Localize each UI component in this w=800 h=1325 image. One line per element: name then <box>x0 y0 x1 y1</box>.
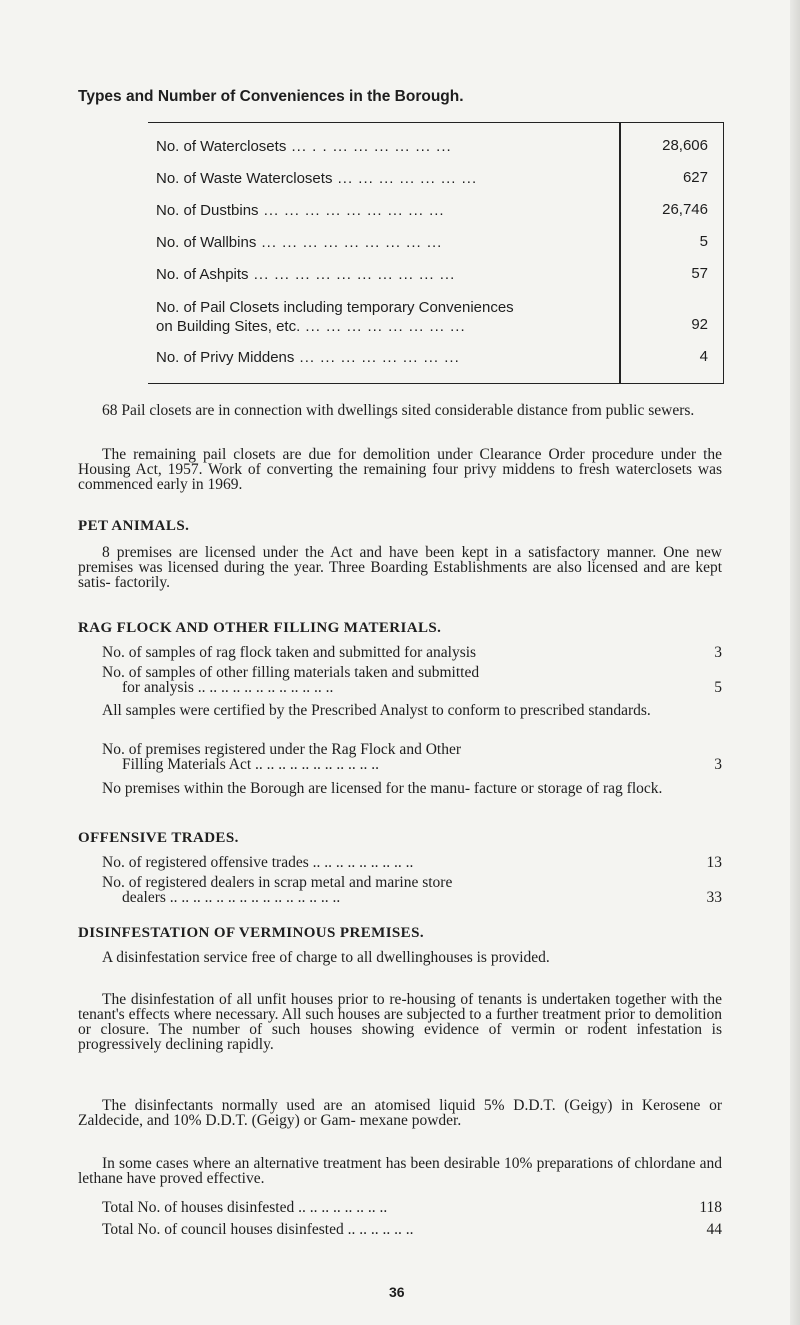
list-item: Total No. of houses disinfested .. .. .. .. .. .. .. .. 118 <box>102 1199 722 1216</box>
conveniences-table: No. of Waterclosets ... . . ... ... ... ... ... ... 28,606 No. of Waste Waterclosets ... ... ... ... ... ... ... 627 No. of Dustbins ... ... ... ... ... ... ... ... ... 26,746 No. of Wallbins ... ... ... ... ... ... ... ... ... 5 No. of Ashpits ... ... ... ... ... ... ... ... ... ... 57 No. of Pail Closets including temporary Conveniences on Building Sites, etc. ... ... ... ... ... ... ... ... 92 No. of Privy Middens ... ... ... ... ... ... ... ... 4 <box>148 122 724 384</box>
paragraph: The remaining pail closets are due for demolition under Clearance Order procedure under the Housing Act, 1957. Work of converting the remaining four privy middens to fresh waterclosets was commenced early in 1969. <box>78 446 722 493</box>
list-item: No. of samples of rag flock taken and submitted for analysis 3 <box>102 644 722 661</box>
section-heading: OFFENSIVE TRADES. <box>78 830 239 846</box>
item-value: 33 <box>706 889 722 906</box>
list-item: No. of premises registered under the Rag Flock and Other Filling Materials Act .. .. .. .. .. .. .. .. .. .. .. 3 <box>102 741 722 773</box>
paragraph: In some cases where an alternative treatment has been desirable 10% preparations of chlordane and lethane have proved effective. <box>78 1155 722 1187</box>
item-value: 5 <box>714 679 722 696</box>
paragraph: The disinfectants normally used are an atomised liquid 5% D.D.T. (Geigy) in Kerosene or Zaldecide, and 10% D.D.T. (Geigy) or Gam- mexane powder. <box>78 1097 722 1129</box>
paragraph: The disinfestation of all unfit houses prior to re-housing of tenants is undertaken together with the tenant's effects where necessary. All such houses are subjected to a further treatment prior to demolition or closure. The number of such houses showing evidence of vermin or rodent infestation is progressively declining rapidly. <box>78 991 722 1053</box>
table-title: Types and Number of Conveniences in the Borough. <box>78 88 464 105</box>
list-item: Total No. of council houses disinfested .. .. .. .. .. .. 44 <box>102 1221 722 1238</box>
table-value: 26,746 <box>662 201 708 218</box>
page-number: 36 <box>389 1284 405 1300</box>
paragraph: A disinfestation service free of charge to all dwellinghouses is provided. <box>102 949 550 966</box>
section-heading: RAG FLOCK AND OTHER FILLING MATERIALS. <box>78 620 442 636</box>
table-value: 92 <box>691 316 708 333</box>
section-heading: PET ANIMALS. <box>78 518 190 534</box>
item-value: 3 <box>714 756 722 773</box>
paragraph: All samples were certified by the Prescribed Analyst to conform to prescribed standards. <box>102 702 651 719</box>
page-edge-shadow <box>790 0 800 1325</box>
list-item: No. of registered dealers in scrap metal and marine store dealers .. .. .. .. .. .. .. .. .. .. .. .. .. .. .. 33 <box>102 874 722 906</box>
table-value: 5 <box>699 233 708 250</box>
paragraph: 68 Pail closets are in connection with dwellings sited considerable distance from public sewers. <box>102 402 695 419</box>
section-heading: DISINFESTATION OF VERMINOUS PREMISES. <box>78 925 424 941</box>
list-item: No. of samples of other filling materials taken and submitted for analysis .. .. .. .. .. .. .. .. .. .. .. .. 5 <box>102 664 722 696</box>
item-value: 44 <box>706 1221 722 1238</box>
item-value: 13 <box>706 854 722 871</box>
table-value: 57 <box>691 265 708 282</box>
item-value: 3 <box>714 644 722 661</box>
item-value: 118 <box>699 1199 722 1216</box>
table-value: 4 <box>699 348 708 365</box>
paragraph: No premises within the Borough are licensed for the manu- facture or storage of rag flock. <box>102 780 663 797</box>
list-item: No. of registered offensive trades .. .. .. .. .. .. .. .. .. 13 <box>102 854 722 871</box>
column-divider <box>619 123 621 383</box>
table-value: 28,606 <box>662 137 708 154</box>
table-value: 627 <box>682 169 708 186</box>
paragraph: 8 premises are licensed under the Act and have been kept in a satisfactory manner. One new premises was licensed during the year. Three Boarding Establishments are also licensed and are kept satis- factorily. <box>78 544 722 591</box>
